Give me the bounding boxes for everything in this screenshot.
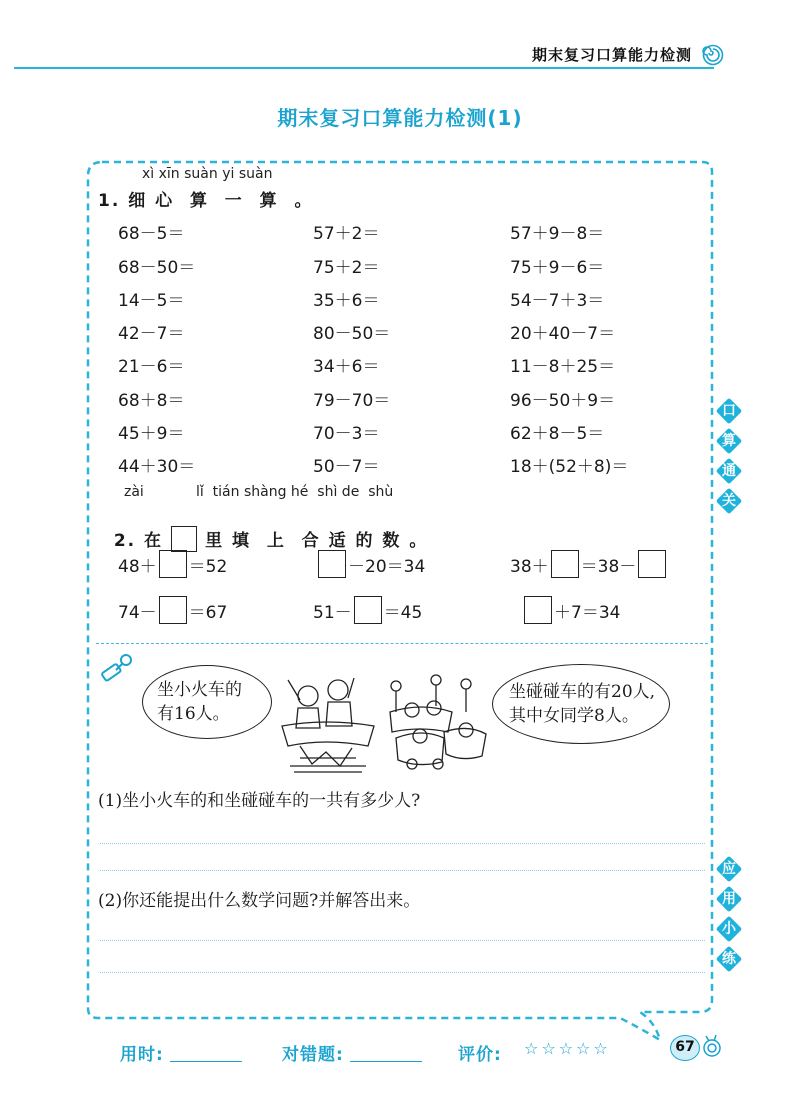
side-tab: [716, 458, 742, 484]
side-tab-char: 用: [722, 891, 736, 907]
fill-item: [313, 596, 422, 624]
equation: 62＋8－5＝: [510, 424, 605, 444]
fill-item: [522, 596, 620, 624]
side-tab: [716, 916, 742, 942]
side-tab-char: 口: [722, 403, 736, 419]
side-tab: [716, 856, 742, 882]
errors-field: [282, 1040, 422, 1065]
side-tab: [716, 946, 742, 972]
fill-text: －20＝34: [348, 556, 426, 577]
side-tab-char: 应: [722, 861, 736, 877]
fill-item: [118, 596, 227, 624]
time-blank[interactable]: [170, 1061, 242, 1062]
errors-blank[interactable]: [350, 1061, 422, 1062]
section1-pinyin: xì xīn suàn yi suàn: [142, 166, 273, 182]
section-divider: [96, 643, 708, 644]
answer-box[interactable]: [551, 550, 579, 578]
spiral-icon: [702, 44, 724, 66]
question-1: (1)坐小火车的和坐碰碰车的一共有多少人?: [98, 791, 421, 811]
equation: 68－50＝: [118, 258, 196, 278]
answer-line[interactable]: [100, 870, 705, 871]
equation: 96－50＋9＝: [510, 391, 616, 411]
side-tab-char: 通: [722, 463, 736, 479]
equation: 20＋40－7＝: [510, 324, 616, 344]
errors-label: 对错题:: [282, 1045, 344, 1065]
speech-bubble-bumper-car: [492, 664, 670, 744]
bubble-line: 坐碰碰车的有20人,: [509, 682, 656, 702]
side-tab: [716, 488, 742, 514]
fill-text: ＝52: [188, 556, 228, 577]
running-title: 期末复习口算能力检测: [531, 46, 692, 64]
fill-text: ＝67: [188, 602, 228, 623]
side-tab: [716, 398, 742, 424]
equation: 21－6＝: [118, 357, 185, 377]
fill-text: 74－: [118, 602, 157, 623]
side-tab-char: 小: [722, 921, 736, 937]
answer-box[interactable]: [159, 550, 187, 578]
answer-box[interactable]: [524, 596, 552, 624]
bubble-line: 有16人。: [157, 704, 230, 724]
equation: 68－5＝: [118, 224, 185, 244]
section2-pinyin-zai: zài: [124, 484, 144, 500]
equation: 70－3＝: [313, 424, 380, 444]
section1-heading: 1. 细 心 算 一 算 。: [98, 191, 314, 211]
answer-line[interactable]: [100, 972, 705, 973]
telescope-icon: [98, 650, 138, 686]
equation: 80－50＝: [313, 324, 391, 344]
answer-box[interactable]: [354, 596, 382, 624]
rating-label: 评价:: [458, 1045, 502, 1065]
section2-pinyin: lǐ tián shàng hé shì de shù: [196, 484, 394, 500]
equation: 68＋8＝: [118, 391, 185, 411]
example-box: [171, 526, 197, 552]
fill-item: [510, 550, 668, 578]
side-tab-char: 算: [722, 433, 736, 449]
fill-text: 38＋: [510, 556, 549, 577]
equation: 50－7＝: [313, 457, 380, 477]
answer-line[interactable]: [100, 843, 705, 844]
equation: 18＋(52＋8)＝: [510, 457, 629, 477]
section2-heading-text: 里 填 上 合 适 的 数 。: [205, 531, 429, 551]
fill-item: [118, 550, 227, 578]
speech-bubble-train: [142, 665, 272, 739]
side-tab: [716, 886, 742, 912]
time-field: [120, 1040, 242, 1065]
equation: 44＋30＝: [118, 457, 196, 477]
equation: 11－8＋25＝: [510, 357, 616, 377]
answer-box[interactable]: [638, 550, 666, 578]
page-title: 期末复习口算能力检测(1): [277, 106, 523, 130]
fill-text: ＋7＝34: [554, 602, 621, 623]
side-tab-char: 关: [722, 493, 736, 509]
bumper-car-illustration: [382, 672, 492, 780]
equation: 34＋6＝: [313, 357, 380, 377]
equation: 54－7＋3＝: [510, 291, 605, 311]
equation: 45＋9＝: [118, 424, 185, 444]
header-rule: [14, 67, 714, 69]
equation: 57＋2＝: [313, 224, 380, 244]
equation: 35＋6＝: [313, 291, 380, 311]
question-2: (2)你还能提出什么数学问题?并解答出来。: [98, 891, 421, 911]
equation: 14－5＝: [118, 291, 185, 311]
section2-heading-number: 2. 在: [113, 531, 164, 551]
fill-text: ＝38－: [580, 556, 637, 577]
side-tab-char: 练: [722, 951, 736, 967]
rating-stars[interactable]: ☆☆☆☆☆: [524, 1039, 611, 1058]
side-tab: [716, 428, 742, 454]
equation: 79－70＝: [313, 391, 391, 411]
bubble-line: 其中女同学8人。: [509, 706, 639, 726]
equation: 75＋2＝: [313, 258, 380, 278]
fill-text: ＝45: [383, 602, 423, 623]
equation: 42－7＝: [118, 324, 185, 344]
time-label: 用时:: [120, 1045, 164, 1065]
section2-heading: [98, 506, 428, 552]
fill-item: [316, 550, 425, 578]
mini-train-illustration: [270, 668, 385, 778]
answer-box[interactable]: [318, 550, 346, 578]
equation: 75＋9－6＝: [510, 258, 605, 278]
answer-box[interactable]: [159, 596, 187, 624]
fill-text: 51－: [313, 602, 352, 623]
snail-icon: [700, 1030, 724, 1060]
equation: 57＋9－8＝: [510, 224, 605, 244]
fill-text: 48＋: [118, 556, 157, 577]
page-number: 67: [670, 1035, 700, 1061]
bubble-line: 坐小火车的: [157, 680, 242, 700]
answer-line[interactable]: [100, 940, 705, 941]
